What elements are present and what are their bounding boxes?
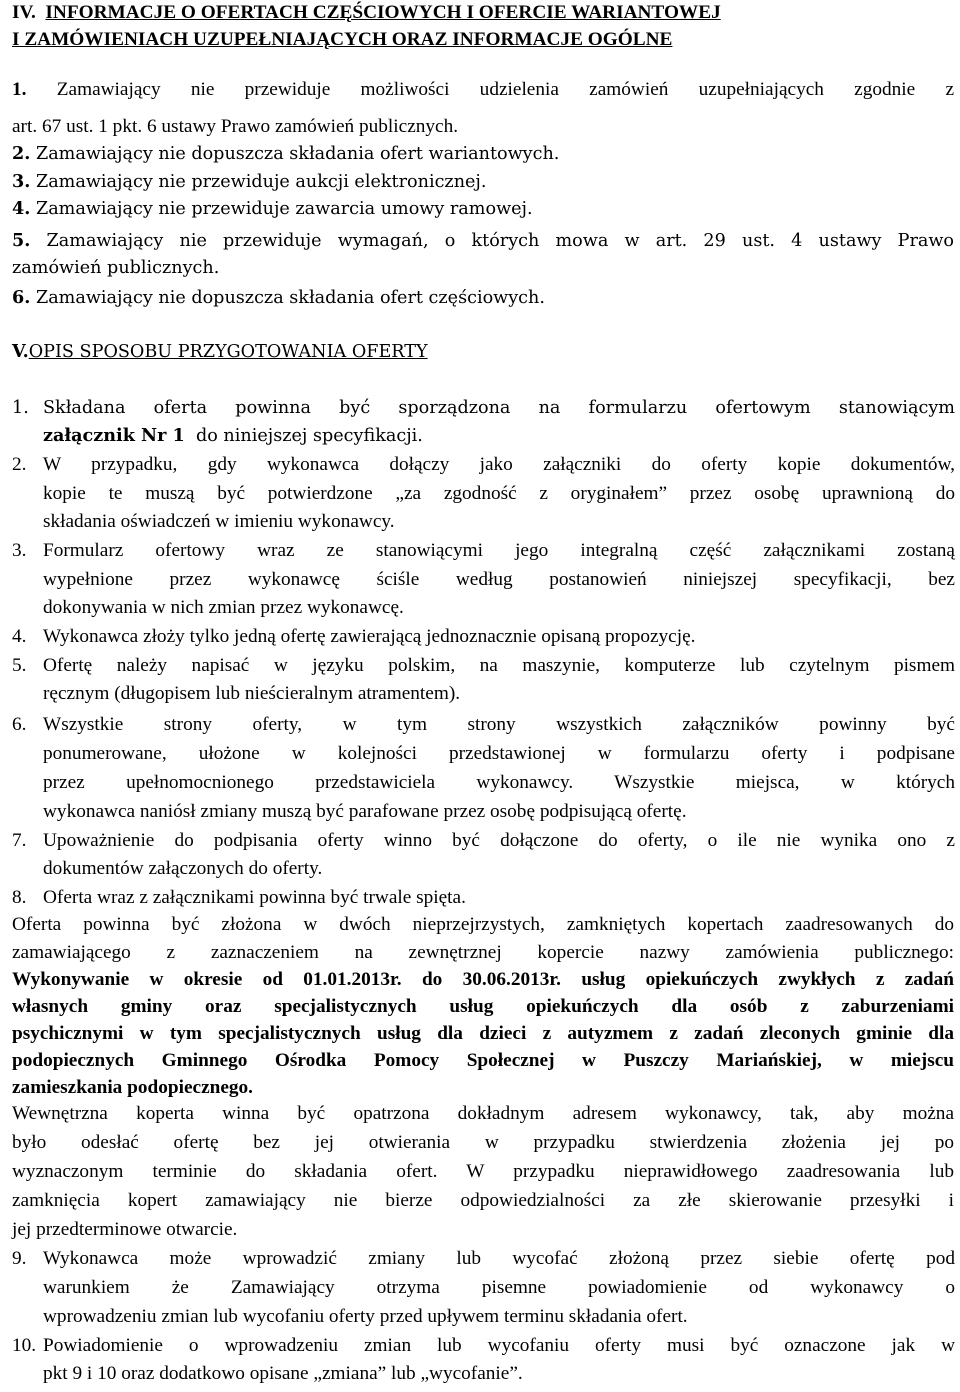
v-item-8-line1: Oferta wraz z załącznikami powinna być trwale spięta. [43, 887, 466, 908]
v-item-4-line1: Wykonawca złoży tylko jedną ofertę zawierającą jednoznacznie opisaną propozycję. [43, 626, 696, 647]
v-item-5-line2: ręcznym (długopisem lub nieścieralnym atramentem). [43, 683, 461, 704]
section-iv-title-line1: INFORMACJE O OFERTACH CZĘŚCIOWYCH I OFERCIE WARIANTOWEJ [45, 2, 721, 23]
section-v-number: V. [12, 341, 29, 362]
tender-name-line4: podopiecznych Gminnego Ośrodka Pomocy Społecznej w Puszczy Mariańskiej, w miejscu [12, 1050, 954, 1071]
section-v-title: OPIS SPOSOBU PRZYGOTOWANIA OFERTY [28, 342, 428, 362]
v-item-3-line3: dokonywania w nich zmian przez wykonawcę. [43, 597, 404, 618]
v-item-9-number: 9. [12, 1248, 27, 1269]
v-item-1-line1: Składana oferta powinna być sporządzona na formularzu ofertowym stanowiącym [43, 398, 955, 418]
v-item-2-line3: składania oświadczeń w imieniu wykonawcy. [43, 511, 395, 532]
v-item-3-line2: wypełnione przez wykonawcę ściśle według postanowień niniejszej specyfikacji, bez [43, 569, 955, 590]
tender-name-line2: własnych gminy oraz specjalistycznych usług opiekuńczych dla osób z zaburzeniami [12, 996, 954, 1017]
iv-item-3: 3. Zamawiający nie przewiduje aukcji elektronicznej. [12, 171, 487, 192]
iv-item-5-line2: zamówień publicznych. [12, 258, 220, 278]
section-v-heading [12, 339, 428, 365]
v-item-2-line2: kopie te muszą być potwierdzone „za zgodność z oryginałem” przez osobę uprawnioną do [43, 483, 955, 504]
envelope-line1: Oferta powinna być złożona w dwóch nieprzejrzystych, zamkniętych kopertach zaadresowanych do [12, 914, 954, 935]
v-item-1-number: 1. [12, 398, 29, 418]
v-item-10-line2: pkt 9 i 10 oraz dodatkowo opisane „zmiana” lub „wycofanie”. [43, 1363, 523, 1384]
v-item-10-line1: Powiadomienie o wprowadzeniu zmian lub wycofaniu oferty musi być oznaczone jak w [43, 1335, 955, 1356]
iv-item-6: 6. Zamawiający nie dopuszcza składania ofert częściowych. [12, 287, 545, 308]
iv-item-1-line1: 1. Zamawiający nie przewiduje możliwości udzielenia zamówień uzupełniających zgodnie z [12, 79, 955, 100]
tender-name-line1: Wykonywanie w okresie od 01.01.2013r. do 30.06.2013r. usług opiekuńczych zwykłych z zadań [12, 969, 954, 990]
v-item-6-line3: przez upełnomocnionego przedstawiciela wykonawcy. Wszystkie miejsca, w których [43, 772, 955, 793]
v-item-6-line2: ponumerowane, ułożone w kolejności przedstawionej w formularzu oferty i podpisane [43, 743, 955, 764]
v-item-6-line1: Wszystkie strony oferty, w tym strony wszystkich załączników powinny być [43, 714, 955, 735]
section-iv-title-line2: I ZAMÓWIENIACH UZUPEŁNIAJĄCYCH ORAZ INFORMACJE OGÓLNE [12, 29, 673, 50]
inner-envelope-line4: zamknięcia kopert zamawiający nie bierze odpowiedzialności za złe skierowanie przesyłki i [12, 1190, 954, 1211]
inner-envelope-line2: było odesłać ofertę bez jej otwierania w przypadku stwierdzenia złożenia jej po [12, 1132, 954, 1153]
inner-envelope-line5: jej przedterminowe otwarcie. [12, 1219, 238, 1240]
iv-item-2: 2. Zamawiający nie dopuszcza składania ofert wariantowych. [12, 143, 560, 164]
v-item-7-line2: dokumentów załączonych do oferty. [43, 858, 323, 879]
v-item-4-number: 4. [12, 626, 27, 647]
section-iv-number: IV. [12, 2, 36, 23]
v-item-1-line2: załącznik Nr 1 do niniejszej specyfikacji. [43, 425, 423, 446]
iv-item-5-line1: 5. Zamawiający nie przewiduje wymagań, o których mowa w art. 29 ust. 4 ustawy Prawo [12, 230, 955, 251]
v-item-2-line1: W przypadku, gdy wykonawca dołączy jako załączniki do oferty kopie dokumentów, [43, 454, 955, 475]
inner-envelope-line1: Wewnętrzna koperta winna być opatrzona dokładnym adresem wykonawcy, tak, aby można [12, 1103, 954, 1124]
tender-name-line3: psychicznymi w tym specjalistycznych usług dla dzieci z autyzmem z zadań zleconych gminie dla [12, 1023, 954, 1044]
v-item-10-number: 10. [12, 1335, 37, 1356]
v-item-8-number: 8. [12, 887, 27, 908]
iv-item-1-line2: art. 67 ust. 1 pkt. 6 ustawy Prawo zamówień publicznych. [12, 116, 459, 137]
v-item-9-line2: warunkiem że Zamawiający otrzyma pisemne powiadomienie od wykonawcy o [43, 1277, 955, 1298]
tender-name-line5: zamieszkania podopiecznego. [12, 1077, 254, 1098]
v-item-5-number: 5. [12, 655, 27, 676]
v-item-7-line1: Upoważnienie do podpisania oferty winno być dołączone do oferty, o ile nie wynika ono z [43, 830, 955, 851]
v-item-9-line1: Wykonawca może wprowadzić zmiany lub wycofać złożoną przez siebie ofertę pod [43, 1248, 955, 1269]
attachment-reference: załącznik Nr 1 [43, 425, 185, 446]
v-item-2-number: 2. [12, 454, 27, 475]
envelope-line2: zamawiającego z zaznaczeniem na zewnętrznej kopercie nazwy zamówienia publicznego: [12, 942, 954, 963]
inner-envelope-line3: wyznaczonym terminie do składania ofert. W przypadku nieprawidłowego zaadresowania lub [12, 1161, 954, 1182]
v-item-3-line1: Formularz ofertowy wraz ze stanowiącymi jego integralną część załącznikami zostaną [43, 540, 955, 561]
section-iv-heading [12, 0, 721, 26]
v-item-3-number: 3. [12, 540, 27, 561]
v-item-5-line1: Ofertę należy napisać w języku polskim, na maszynie, komputerze lub czytelnym pismem [43, 655, 955, 676]
iv-item-4: 4. Zamawiający nie przewiduje zawarcia umowy ramowej. [12, 198, 533, 219]
v-item-9-line3: wprowadzeniu zmian lub wycofaniu oferty przed upływem terminu składania ofert. [43, 1306, 688, 1327]
v-item-7-number: 7. [12, 830, 27, 851]
v-item-6-number: 6. [12, 714, 27, 735]
v-item-6-line4: wykonawca naniósł zmiany muszą być parafowane przez osobę podpisującą ofertę. [43, 801, 687, 822]
